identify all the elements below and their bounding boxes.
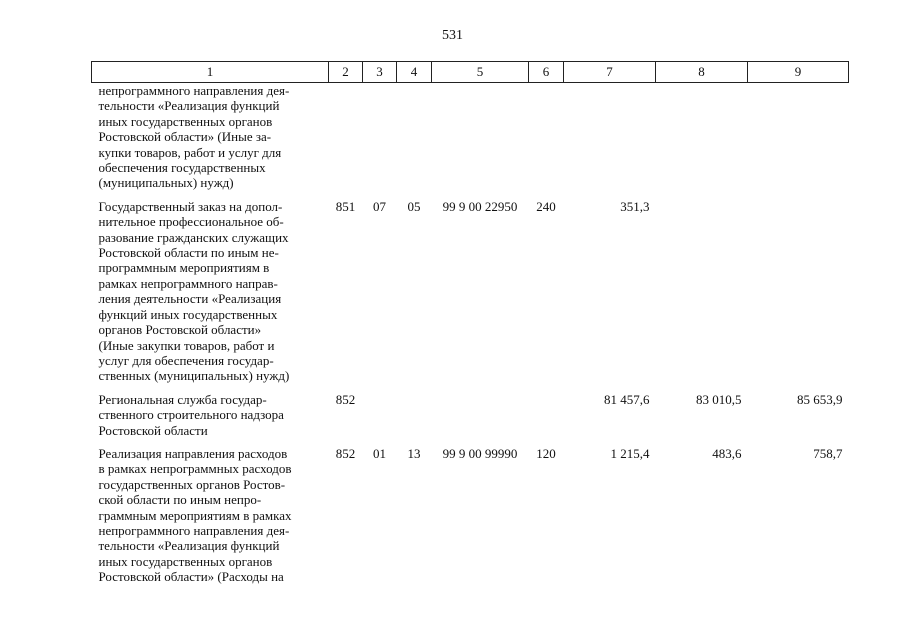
target-article-code bbox=[432, 392, 529, 438]
description-line: Ростовской области bbox=[98, 422, 208, 438]
description-line: ской области по иным непро- bbox=[98, 492, 262, 508]
subsection-code: 05 bbox=[407, 198, 421, 214]
column-header-9: 9 bbox=[748, 62, 849, 83]
subsection-code bbox=[397, 83, 432, 191]
description-line: услуг для обеспечения государ- bbox=[98, 352, 274, 368]
description-line: обеспечения государственных bbox=[98, 160, 266, 176]
amount-col-9 bbox=[748, 199, 849, 384]
ministry-code: 852 bbox=[335, 391, 356, 407]
description-line: в рамках непрограммных расходов bbox=[98, 461, 292, 477]
column-header-2: 2 bbox=[329, 62, 363, 83]
subsection-code bbox=[397, 392, 432, 438]
amount-col-7: 81 457,6 bbox=[604, 391, 650, 407]
expense-type-code: 240 bbox=[536, 198, 556, 214]
description-line: тельности «Реализация функций bbox=[98, 98, 280, 114]
row-description bbox=[92, 446, 329, 585]
page-number: 531 bbox=[442, 28, 463, 43]
description-line: функций иных государственных bbox=[98, 306, 278, 322]
description-line: Ростовской области» (Иные за- bbox=[98, 129, 272, 145]
section-code bbox=[363, 83, 397, 191]
amount-col-8: 483,6 bbox=[712, 445, 742, 461]
column-header-3: 3 bbox=[363, 62, 397, 83]
description-line: непрограммного направления дея- bbox=[98, 83, 290, 98]
header-row bbox=[92, 62, 849, 83]
row-description bbox=[92, 83, 329, 191]
column-header-4: 4 bbox=[397, 62, 432, 83]
amount-col-7: 351,3 bbox=[620, 198, 650, 214]
expense-type-code: 120 bbox=[536, 445, 556, 461]
description-line: граммным мероприятиям в рамках bbox=[98, 507, 292, 523]
description-line: Региональная служба государ- bbox=[98, 391, 267, 407]
description-line: иных государственных органов bbox=[98, 113, 273, 129]
ministry-code: 852 bbox=[335, 445, 356, 461]
column-header-1: 1 bbox=[92, 62, 329, 83]
description-line: (Иные закупки товаров, работ и bbox=[98, 337, 275, 353]
description-line: государственных органов Ростов- bbox=[98, 476, 286, 492]
target-article-code: 99 9 00 22950 bbox=[442, 198, 518, 214]
description-line: Реализация направления расходов bbox=[98, 445, 288, 461]
amount-col-8 bbox=[656, 199, 748, 384]
description-line: непрограммного направления дея- bbox=[98, 522, 290, 538]
expense-type-code bbox=[529, 392, 564, 438]
table-row bbox=[92, 392, 849, 438]
ministry-code: 851 bbox=[335, 198, 356, 214]
row-description bbox=[92, 199, 329, 384]
amount-col-9: 85 653,9 bbox=[797, 391, 843, 407]
description-line: (муниципальных) нужд) bbox=[98, 175, 234, 191]
amount-col-7 bbox=[564, 83, 656, 191]
amount-col-9 bbox=[748, 83, 849, 191]
column-header-7: 7 bbox=[564, 62, 656, 83]
table-row bbox=[92, 199, 849, 384]
description-line: программным мероприятиям в bbox=[98, 260, 270, 276]
description-line: иных государственных органов bbox=[98, 553, 273, 569]
section-code: 07 bbox=[373, 198, 386, 214]
description-line: органов Ростовской области» bbox=[98, 322, 262, 338]
table-row bbox=[92, 83, 849, 191]
description-line: рамках непрограммного направ- bbox=[98, 275, 278, 291]
description-line: нительное профессиональное об- bbox=[98, 214, 284, 230]
column-header-5: 5 bbox=[432, 62, 529, 83]
description-line: Ростовской области» (Расходы на bbox=[98, 569, 284, 585]
description-line: ственного строительного надзора bbox=[98, 407, 284, 423]
ministry-code bbox=[329, 83, 363, 191]
description-line: ственных (муниципальных) нужд) bbox=[98, 368, 290, 384]
expense-type-code bbox=[529, 83, 564, 191]
amount-col-9: 758,7 bbox=[813, 445, 843, 461]
row-description bbox=[92, 392, 329, 438]
description-line: Ростовской области по иным не- bbox=[98, 245, 279, 261]
amount-col-8: 83 010,5 bbox=[696, 391, 742, 407]
section-code bbox=[363, 392, 397, 438]
description-line: разование гражданских служащих bbox=[98, 229, 289, 245]
amount-col-7: 1 215,4 bbox=[610, 445, 650, 461]
amount-col-8 bbox=[656, 83, 748, 191]
column-header-8: 8 bbox=[656, 62, 748, 83]
description-line: купки товаров, работ и услуг для bbox=[98, 144, 282, 160]
budget-table bbox=[91, 61, 849, 585]
section-code: 01 bbox=[373, 445, 386, 461]
table-row bbox=[92, 446, 849, 585]
description-line: ления деятельности «Реализация bbox=[98, 291, 282, 307]
target-article-code bbox=[432, 83, 529, 191]
description-line: Государственный заказ на допол- bbox=[98, 198, 283, 214]
description-line: тельности «Реализация функций bbox=[98, 538, 280, 554]
column-header-6: 6 bbox=[529, 62, 564, 83]
target-article-code: 99 9 00 99990 bbox=[442, 445, 518, 461]
subsection-code: 13 bbox=[407, 445, 421, 461]
